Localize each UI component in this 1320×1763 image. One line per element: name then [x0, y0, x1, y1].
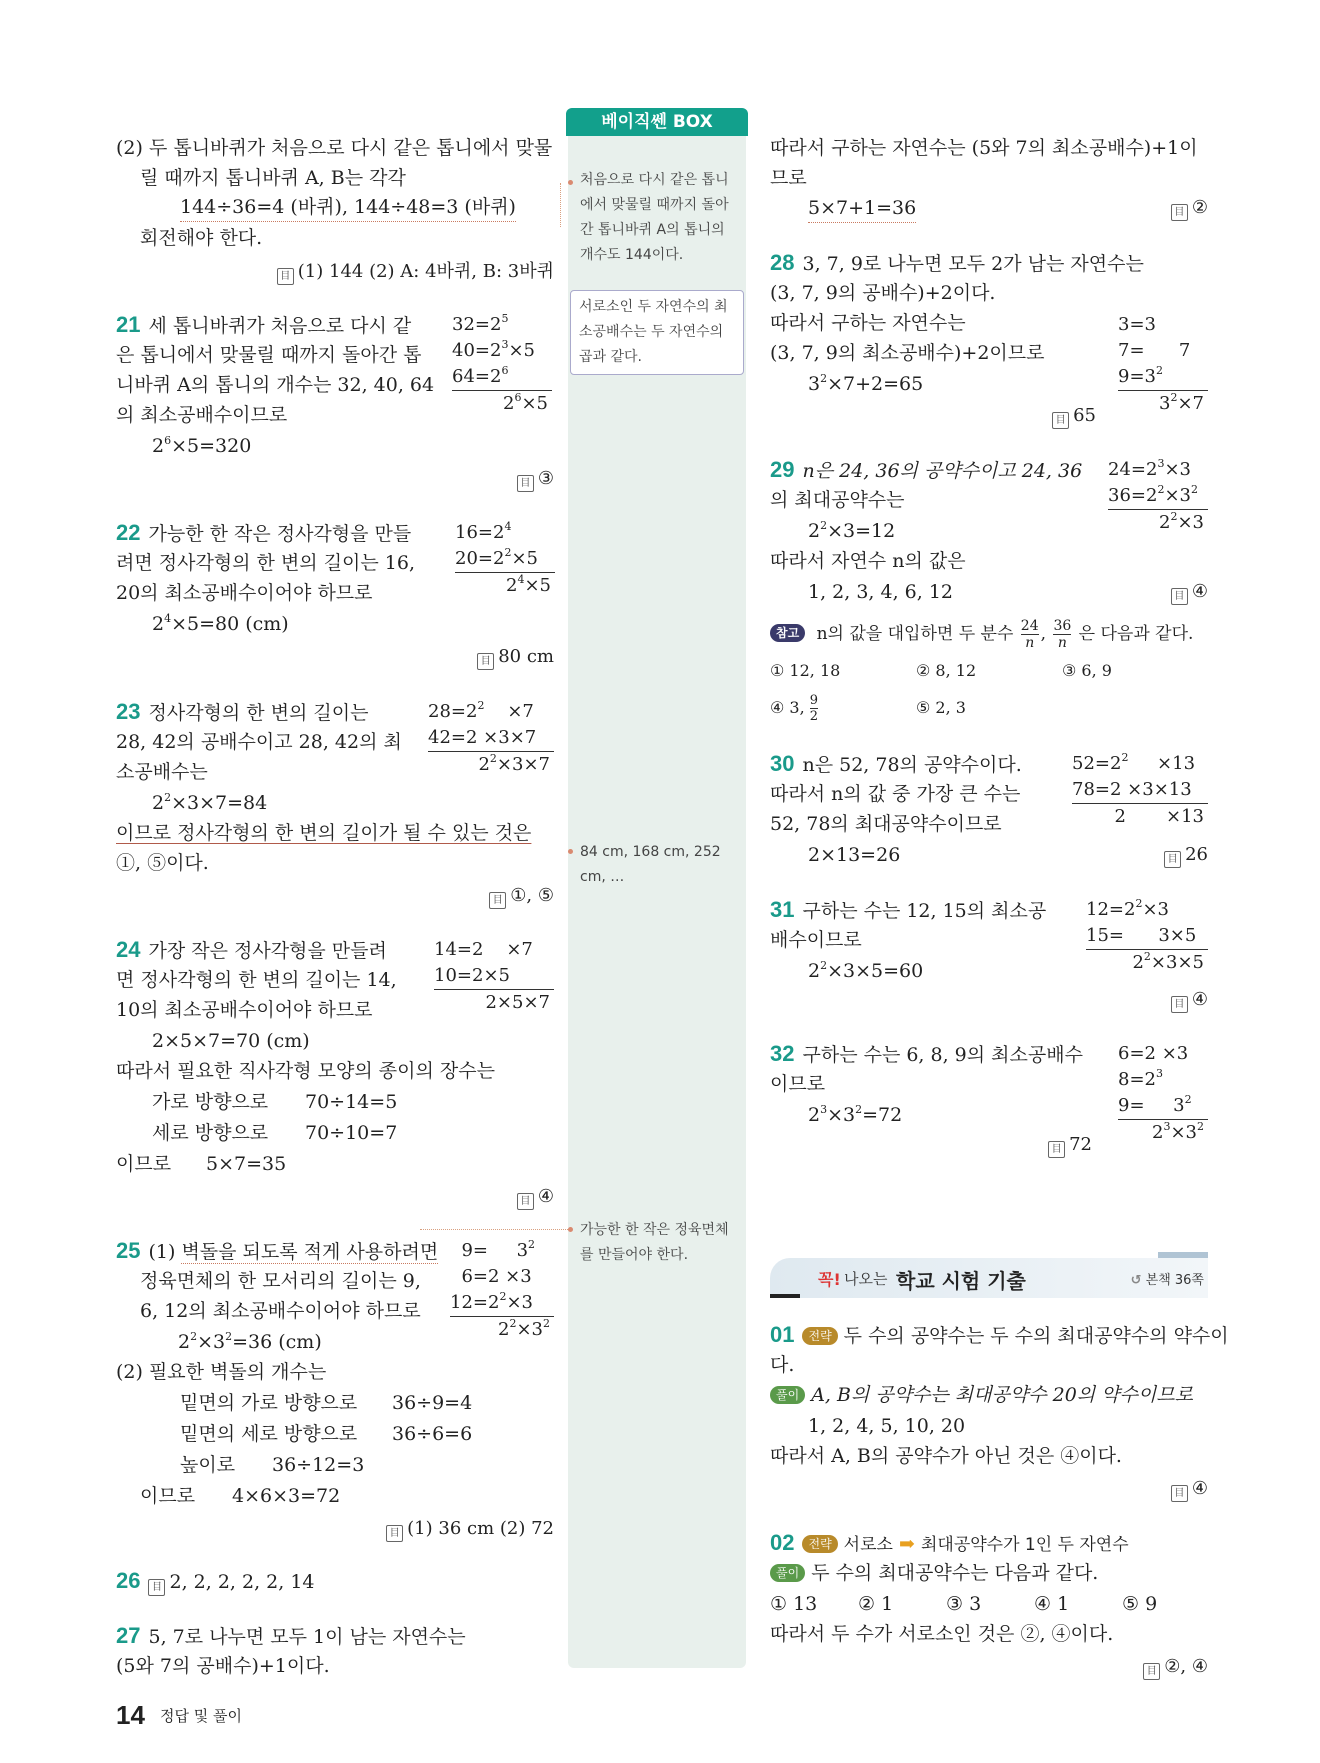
- connector-line: [420, 1229, 568, 1230]
- problem-23-line-f: ①, ⑤이다.: [116, 852, 209, 874]
- prime-factorization-28: 3=3 7= 7 $9=3^2$ $3^2\times 7$: [1118, 312, 1208, 417]
- problem-25-line-i2: 4×6×3=72: [232, 1485, 341, 1507]
- problem-30-line-c: 52, 78의 최대공약수이므로: [770, 813, 1002, 835]
- problem-number: 28: [770, 250, 795, 275]
- answer-24: 目 ④: [517, 1183, 554, 1211]
- side-box-title: 베이직쎈 BOX: [566, 108, 748, 136]
- problem-21-line-c: 니바퀴 A의 톱니의 개수는 32, 40, 64: [116, 374, 435, 396]
- prime-factorization-32: 6=2 ×3 $8=2^3$ 9= $3^2$ $2^3\times 3^2$: [1118, 1041, 1208, 1146]
- answer-icon: 目: [1052, 412, 1069, 429]
- problem-24-line-a: 24 가장 작은 정사각형을 만들려: [116, 937, 387, 962]
- problem-29-calc: $2^2\times 3=12$: [808, 519, 896, 542]
- reference-option-2: ② 8, 12: [916, 661, 977, 680]
- problem-32-line-a: 32 구하는 수는 6, 8, 9의 최소공배수: [770, 1041, 1083, 1066]
- problem-25-line-f2: 36÷9=4: [392, 1392, 473, 1414]
- problem-21-calc: $2^6\times 5=320$: [152, 434, 252, 457]
- exam-head-ref: ↺ 본책 36쪽: [1130, 1273, 1204, 1288]
- connector-dot: [568, 849, 573, 854]
- problem-25-line-e: (2) 필요한 벽돌의 개수는: [116, 1361, 327, 1383]
- problem-number: 22: [116, 520, 141, 545]
- problem-22-line-b: 려면 정사각형의 한 변의 길이는 16,: [116, 552, 416, 574]
- exam-01-line-e: 따라서 A, B의 공약수가 아닌 것은 ④이다.: [770, 1445, 1122, 1467]
- problem-29-line-a: 29 n은 24, 36의 공약수이고 24, 36: [770, 457, 1083, 482]
- prime-factorization-21: $32=2^5$ $40=2^3\times 5$ $64=2^6$ $2^6\times 5$: [452, 312, 552, 417]
- exam-02-option-3: ③ 3: [946, 1593, 982, 1615]
- problem-22-line-c: 20의 최소공배수이어야 하므로: [116, 582, 373, 604]
- problem-number: 24: [116, 937, 141, 962]
- exam-head-b: 나오는: [844, 1270, 888, 1288]
- answer-21: 目 ③: [517, 465, 554, 493]
- answer-icon: 目: [1143, 1663, 1160, 1680]
- answer-30: 目 26: [1164, 841, 1208, 869]
- answer-icon: 目: [1048, 1141, 1065, 1158]
- prime-factorization-29: $24=2^3\times 3$ $36=2^2\times 3^2$ $2^2\times 3$: [1108, 457, 1208, 536]
- reference-note: 참고 n의 값을 대입하면 두 분수 $\frac{24}{n}$ , $\frac{36}{n}$ 은 다음과 같다.: [770, 618, 1193, 651]
- problem-number: 27: [116, 1623, 141, 1648]
- problem-31-line-b: 배수이므로: [770, 929, 862, 951]
- reference-option-3: ③ 6, 9: [1062, 661, 1112, 680]
- exam-header: [770, 1258, 1208, 1298]
- exam-head-title: 학교 시험 기출: [896, 1269, 1026, 1293]
- problem-25-line-f1: 밑면의 가로 방향으로: [180, 1392, 358, 1414]
- problem-31-calc: $2^2\times 3\times 5=60$: [808, 959, 924, 982]
- answer-icon: 目: [1171, 996, 1188, 1013]
- problem-32-calc: $2^3\times 3^2=72$: [808, 1103, 903, 1126]
- problem-23-line-e: 이므로 정사각형의 한 변의 길이가 될 수 있는 것은: [116, 822, 532, 844]
- prime-factorization-30: $52=2^2$ ×13 78=2 ×3×13 2 ×13: [1072, 751, 1208, 830]
- exam-head-a: 꼭!: [818, 1270, 841, 1289]
- p27-line-d: 므로: [770, 167, 807, 189]
- connector-dot: [568, 180, 573, 185]
- strategy-badge: 전략: [802, 1535, 837, 1553]
- answer-32: 目 72: [1048, 1131, 1092, 1159]
- p20-line-c: 144÷36=4 (바퀴), 144÷48=3 (바퀴): [180, 193, 516, 222]
- problem-25-line-c: 6, 12의 최소공배수이어야 하므로: [140, 1300, 421, 1322]
- exam-01-line-d: 1, 2, 4, 5, 10, 20: [808, 1415, 966, 1437]
- problem-25-line-g1: 밑면의 세로 방향으로: [180, 1423, 358, 1445]
- reference-option-4: ④ 3, $\frac{9}{2}$: [770, 693, 819, 724]
- refresh-icon: ↺: [1130, 1273, 1142, 1288]
- answer-20: 目 (1) 144 (2) A: 4바퀴, B: 3바퀴: [277, 258, 554, 286]
- problem-30-line-b: 따라서 n의 값 중 가장 큰 수는: [770, 783, 1021, 805]
- problem-28-line-c: 따라서 구하는 자연수는: [770, 312, 966, 334]
- page-footer: [116, 1700, 242, 1731]
- problem-30-line-d: 2×13=26: [808, 844, 901, 866]
- exam-01-line-c: 풀이 A, B의 공약수는 최대공약수 20의 약수이므로: [770, 1380, 1193, 1410]
- answer-icon: 目: [386, 1525, 403, 1542]
- side-note-3: 84 cm, 168 cm, 252 cm, …: [580, 844, 721, 885]
- answer-icon: 目: [1171, 588, 1188, 605]
- problem-29-line-d: 따라서 자연수 n의 값은: [770, 550, 966, 572]
- p20-line-b: 릴 때까지 톱니바퀴 A, B는 각각: [140, 167, 406, 189]
- problem-24-line-g1: 세로 방향으로: [152, 1122, 269, 1144]
- problem-24-line-c: 10의 최소공배수이어야 하므로: [116, 999, 373, 1021]
- problem-25-line-h1: 높이로: [180, 1454, 236, 1476]
- problem-22-calc: $2^4\times 5=80$ (cm): [152, 612, 289, 635]
- problem-24-line-d: 2×5×7=70 (cm): [152, 1030, 310, 1052]
- problem-28-line-b: (3, 7, 9의 공배수)+2이다.: [770, 282, 996, 304]
- answer-22: 目 80 cm: [477, 643, 554, 671]
- answer-icon: 目: [477, 653, 494, 670]
- answer-icon: 目: [148, 1579, 165, 1596]
- connector-dot: [568, 1227, 573, 1232]
- solution-badge: 풀이: [770, 1564, 805, 1582]
- exam-02-option-4: ④ 1: [1034, 1593, 1070, 1615]
- problem-number: 31: [770, 897, 795, 922]
- answer-icon: 目: [277, 268, 294, 285]
- answer-icon: 目: [1171, 204, 1188, 221]
- exam-01-line-a: 01 전략 두 수의 공약수는 두 수의 최대공약수의 약수이: [770, 1322, 1229, 1347]
- problem-25-line-i1: 이므로: [140, 1485, 196, 1507]
- p20-line-d: 회전해야 한다.: [140, 227, 263, 249]
- answer-25: 目 (1) 36 cm (2) 72: [386, 1515, 554, 1543]
- problem-24-line-h1: 이므로: [116, 1153, 172, 1175]
- prime-factorization-24: 14=2 ×7 10=2×5 2×5×7: [434, 937, 554, 1016]
- side-note-2: 서로소인 두 자연수의 최소공배수는 두 자연수의 곱과 같다.: [570, 290, 744, 375]
- problem-23-line-b: 28, 42의 공배수이고 28, 42의 최: [116, 731, 402, 753]
- problem-25-line-b: 정육면체의 한 모서리의 길이는 9,: [140, 1270, 421, 1292]
- problem-25-calc: $2^2\times 3^2=36$ (cm): [178, 1330, 322, 1353]
- problem-24-line-g2: 70÷10=7: [305, 1122, 398, 1144]
- problem-27-line-a: 27 5, 7로 나누면 모두 1이 남는 자연수는: [116, 1623, 466, 1648]
- problem-32-line-b: 이므로: [770, 1073, 826, 1095]
- answer-icon: 目: [489, 892, 506, 909]
- problem-23-line-a: 23 정사각형의 한 변의 길이는: [116, 699, 369, 724]
- prime-factorization-31: $12=2^2\times 3$ 15= 3×5 $2^2\times 3\times 5$: [1086, 897, 1208, 976]
- answer-exam-02: 目 ②, ④: [1143, 1653, 1208, 1681]
- prime-factorization-23: $28=2^2$ ×7 42=2 ×3×7 $2^2\times 3\times 7$: [428, 699, 554, 778]
- answer-icon: 目: [517, 475, 534, 492]
- exam-02-option-5: ⑤ 9: [1122, 1593, 1158, 1615]
- problem-number: 23: [116, 699, 141, 724]
- solution-badge: 풀이: [770, 1386, 805, 1404]
- connector-line: [560, 183, 561, 227]
- exam-02-line-b: 풀이 두 수의 최대공약수는 다음과 같다.: [770, 1558, 1098, 1588]
- problem-24-line-f1: 가로 방향으로: [152, 1091, 269, 1113]
- problem-23-calc: $2^2\times 3\times 7=84$: [152, 791, 268, 814]
- problem-26: 26 目 2, 2, 2, 2, 2, 14: [116, 1566, 315, 1597]
- page-number: 14: [116, 1700, 145, 1730]
- answer-27: 目 ②: [1171, 194, 1208, 222]
- side-note-4: 가능한 한 작은 정육면체를 만들어야 한다.: [580, 1222, 729, 1263]
- problem-number: 01: [770, 1322, 795, 1347]
- problem-25-line-g2: 36÷6=6: [392, 1423, 473, 1445]
- problem-number: 02: [770, 1530, 795, 1555]
- answer-icon: 目: [1164, 851, 1181, 868]
- reference-option-1: ① 12, 18: [770, 661, 841, 680]
- answer-icon: 目: [517, 1193, 534, 1210]
- answer-29: 目 ④: [1171, 578, 1208, 606]
- side-note-1: 처음으로 다시 같은 톱니에서 맞물릴 때까지 돌아간 톱니바퀴 A의 톱니의 개수도 144이다.: [580, 172, 729, 263]
- answer-icon: 目: [1171, 1485, 1188, 1502]
- answer-31: 目 ④: [1171, 986, 1208, 1014]
- problem-number: 32: [770, 1041, 795, 1066]
- problem-25-line-h2: 36÷12=3: [272, 1454, 365, 1476]
- problem-25-line-a: 25 (1) 벽돌을 되도록 적게 사용하려면: [116, 1238, 439, 1263]
- answer-28: 目 65: [1052, 402, 1096, 430]
- problem-number: 30: [770, 751, 795, 776]
- problem-24-line-b: 면 정사각형의 한 변의 길이는 14,: [116, 969, 397, 991]
- footer-label: 정답 및 풀이: [160, 1707, 243, 1725]
- problem-31-line-a: 31 구하는 수는 12, 15의 최소공: [770, 897, 1047, 922]
- prime-factorization-25: 9= $3^2$ 6=2 ×3 $12=2^2\times 3$ $2^2\times 3^2$: [450, 1238, 554, 1343]
- problem-23-line-c: 소공배수는: [116, 761, 208, 783]
- problem-21-line-b: 은 톱니에서 맞물릴 때까지 돌아간 톱: [116, 344, 422, 366]
- reference-badge: 참고: [770, 624, 805, 642]
- problem-27-line-b: (5와 7의 공배수)+1이다.: [116, 1655, 330, 1677]
- problem-24-line-h2: 5×7=35: [206, 1153, 287, 1175]
- reference-option-5: ⑤ 2, 3: [916, 698, 966, 717]
- problem-28-line-a: 28 3, 7, 9로 나누면 모두 2가 남는 자연수는: [770, 250, 1144, 275]
- problem-number: 25: [116, 1238, 141, 1263]
- problem-29-line-b: 의 최대공약수는: [770, 489, 905, 511]
- exam-02-option-1: ① 13: [770, 1593, 818, 1615]
- problem-24-line-e: 따라서 필요한 직사각형 모양의 종이의 장수는: [116, 1060, 495, 1082]
- exam-01-line-b: 다.: [770, 1354, 795, 1376]
- problem-number: 29: [770, 457, 795, 482]
- problem-number: 26: [116, 1568, 141, 1593]
- problem-29-line-e: 1, 2, 3, 4, 6, 12: [808, 581, 954, 603]
- strategy-badge: 전략: [802, 1327, 837, 1345]
- exam-02-option-2: ② 1: [858, 1593, 894, 1615]
- problem-21-line-a: 21 세 톱니바퀴가 처음으로 다시 같: [116, 312, 412, 337]
- problem-number: 21: [116, 312, 141, 337]
- problem-28-calc: $3^2\times 7+2=65$: [808, 372, 924, 395]
- exam-02-line-a: 02 전략 서로소 ➡ 최대공약수가 1인 두 자연수: [770, 1530, 1129, 1555]
- p27-line-c: 따라서 구하는 자연수는 (5와 7의 최소공배수)+1이: [770, 137, 1198, 159]
- problem-24-line-f2: 70÷14=5: [305, 1091, 398, 1113]
- arrow-icon: ➡: [899, 1533, 915, 1555]
- problem-22-line-a: 22 가능한 한 작은 정사각형을 만들: [116, 520, 412, 545]
- problem-30-line-a: 30 n은 52, 78의 공약수이다.: [770, 751, 1022, 776]
- problem-28-line-d: (3, 7, 9의 최소공배수)+2이므로: [770, 342, 1045, 364]
- prime-factorization-22: $16=2^4$ $20=2^2\times 5$ $2^4\times 5$: [455, 520, 555, 599]
- p20-line-a: (2) 두 톱니바퀴가 처음으로 다시 같은 톱니에서 맞물: [116, 137, 553, 159]
- p27-line-e: 5×7+1=36: [808, 194, 916, 223]
- answer-exam-01: 目 ④: [1171, 1475, 1208, 1503]
- answer-23: 目 ①, ⑤: [489, 882, 554, 910]
- exam-02-line-d: 따라서 두 수가 서로소인 것은 ②, ④이다.: [770, 1623, 1114, 1645]
- problem-21-line-d: 의 최소공배수이므로: [116, 404, 288, 426]
